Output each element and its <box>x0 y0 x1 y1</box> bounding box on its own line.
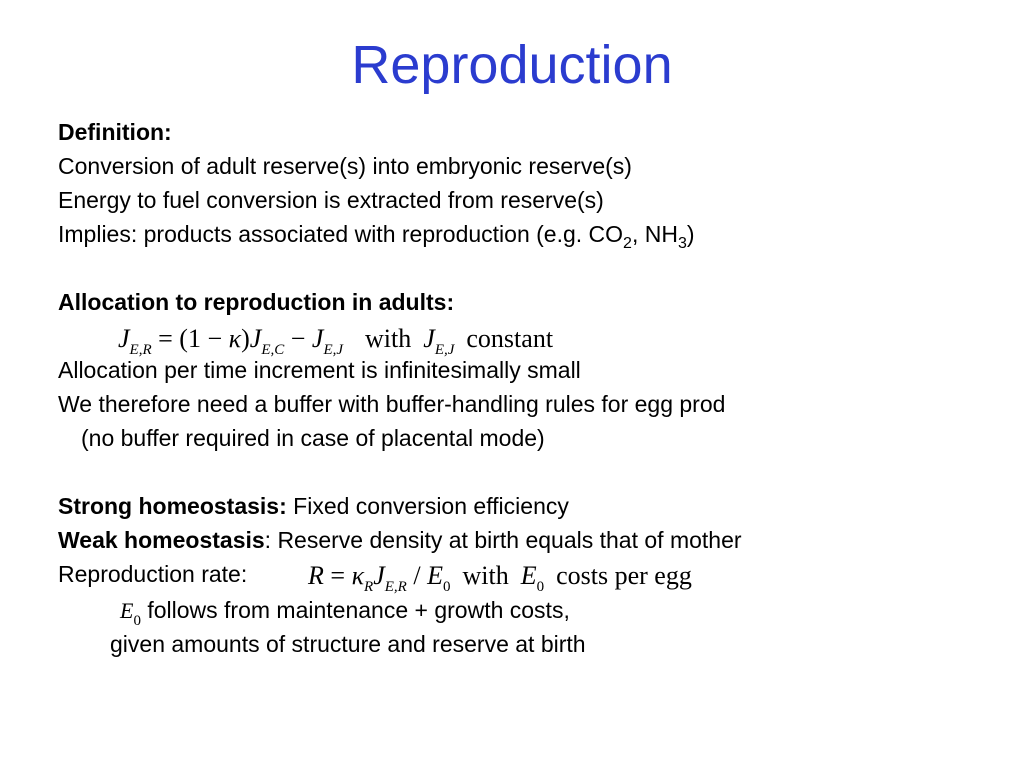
eq2-sub-ER: E,R <box>384 579 407 595</box>
follows-text: follows from maintenance + growth costs, <box>140 597 570 623</box>
eq2-with: with <box>462 561 509 590</box>
definition-line-3 <box>58 219 695 252</box>
eq1-J3: J <box>311 324 324 353</box>
strong-homeostasis-text: Fixed conversion efficiency <box>286 493 569 519</box>
weak-homeostasis-line <box>58 525 742 555</box>
eq1-eq: = (1 − <box>151 324 229 353</box>
reproduction-rate-equation <box>308 560 692 595</box>
eq1-minus: − <box>284 324 312 353</box>
e0-E: E <box>120 598 134 623</box>
allocation-equation <box>118 323 554 358</box>
def3-mid: , NH <box>631 221 678 247</box>
strong-homeostasis-line <box>58 491 569 521</box>
eq1-constant: constant <box>466 324 554 353</box>
definition-heading: Definition: <box>58 119 172 145</box>
eq2-sub-R: R <box>364 579 374 595</box>
eq2-J: J <box>373 561 385 590</box>
def3-pre: Implies: products associated with reproduction (e.g. CO <box>58 221 624 247</box>
allocation-line-2: We therefore need a buffer with buffer-handling rules for egg prod <box>58 391 726 417</box>
eq1-sub-EC: E,C <box>261 342 285 358</box>
allocation-line-1: Allocation per time increment is infinitesimally small <box>58 357 581 383</box>
eq2-E: E <box>427 561 443 590</box>
eq2-R: R <box>308 561 324 590</box>
eq2-costs: costs per egg <box>556 561 692 590</box>
definition-line-2: Energy to fuel conversion is extracted from reserve(s) <box>58 187 604 213</box>
eq1-J1: J <box>118 324 130 353</box>
reproduction-rate-label: Reproduction rate: <box>58 561 248 587</box>
weak-homeostasis-text: : Reserve density at birth equals that of mother <box>264 527 742 553</box>
eq1-with: with <box>365 324 412 353</box>
co2-subscript: 2 <box>623 235 632 252</box>
eq2-slash: / <box>406 561 428 590</box>
eq1-sub-EJ: E,J <box>323 342 344 358</box>
allocation-line-3: (no buffer required in case of placental mode) <box>81 425 545 451</box>
eq2-zero: 0 <box>442 579 451 595</box>
given-line: given amounts of structure and reserve at birth <box>110 631 586 657</box>
eq2-kappa: κ <box>351 561 365 590</box>
eq2-E2: E <box>520 561 537 590</box>
slide-title: Reproduction <box>351 35 673 95</box>
e0-symbol <box>120 598 141 629</box>
eq1-J2: J <box>249 324 262 353</box>
eq2-eq: = <box>323 561 352 590</box>
nh3-subscript: 3 <box>677 235 687 252</box>
e0-zero: 0 <box>133 613 141 629</box>
follows-line <box>120 595 570 627</box>
definition-line-1: Conversion of adult reserve(s) into embryonic reserve(s) <box>58 153 632 179</box>
eq2-zero2: 0 <box>536 579 545 595</box>
def3-post: ) <box>686 221 695 247</box>
allocation-heading: Allocation to reproduction in adults: <box>58 289 455 315</box>
eq1-close: ) <box>241 324 250 353</box>
eq1-J4: J <box>423 324 435 353</box>
eq1-kappa: κ <box>228 324 242 353</box>
weak-homeostasis-label: Weak homeostasis <box>58 527 265 553</box>
eq1-sub-EJ2: E,J <box>434 342 455 358</box>
strong-homeostasis-label: Strong homeostasis: <box>58 493 287 519</box>
eq1-sub-ER: E,R <box>129 342 152 358</box>
